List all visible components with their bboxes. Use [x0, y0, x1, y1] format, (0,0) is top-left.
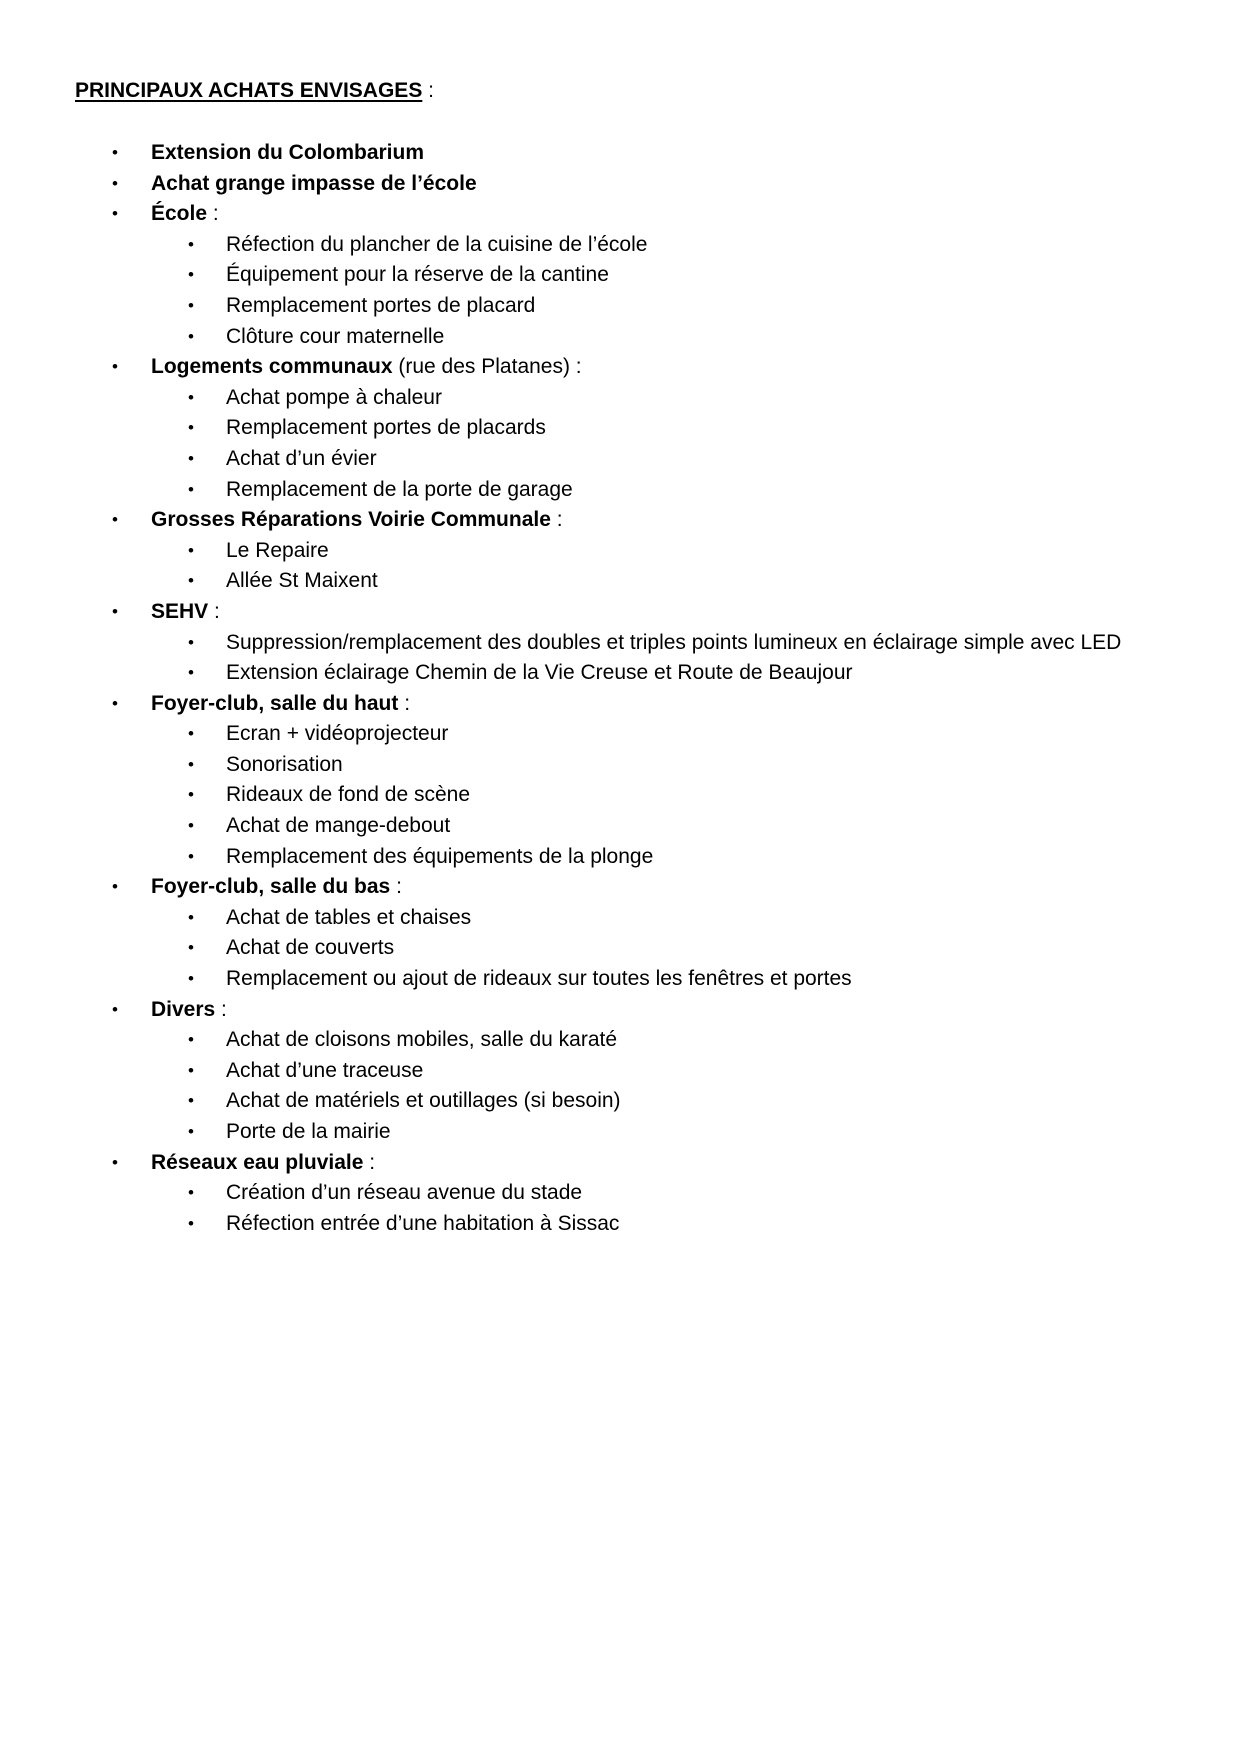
sub-item — [0, 719, 1176, 750]
bullet-icon: • — [188, 785, 194, 805]
bullet-icon: • — [112, 510, 118, 530]
sub-item — [0, 780, 1176, 811]
bullet-icon: • — [188, 326, 194, 346]
sub-item — [0, 536, 1176, 567]
section-suffix: : — [208, 599, 220, 623]
sub-item-text: Porte de la mairie — [226, 1120, 391, 1143]
bullet-icon: • — [112, 357, 118, 377]
sub-item — [0, 964, 1176, 995]
section-item — [0, 199, 1240, 230]
section-item — [0, 1148, 1240, 1179]
bullet-icon: • — [188, 1213, 194, 1233]
section-suffix: : — [207, 202, 219, 226]
section-item — [0, 505, 1240, 536]
section-suffix: (rue des Platanes) : — [392, 355, 582, 379]
sub-item — [0, 1025, 1176, 1056]
section-title: Grosses Réparations Voirie Communale — [151, 508, 551, 532]
heading-suffix: : — [422, 79, 434, 102]
sub-item — [0, 842, 1176, 873]
bullet-icon: • — [112, 877, 118, 897]
sub-item-text: Sonorisation — [226, 752, 343, 776]
bullet-icon: • — [112, 173, 118, 193]
sub-item — [0, 628, 1176, 659]
sub-item-text: Achat de couverts — [226, 936, 395, 960]
bullet-icon: • — [188, 295, 194, 315]
sub-item — [0, 658, 1176, 689]
bullet-icon: • — [188, 1122, 194, 1141]
bullet-icon: • — [112, 1152, 118, 1172]
sub-item — [0, 933, 1176, 964]
section-title: SEHV — [151, 599, 209, 623]
section-item — [0, 689, 1240, 720]
bullet-icon: • — [188, 1060, 194, 1080]
sub-item-text: Rideaux de fond de scène — [226, 783, 471, 807]
sub-item — [0, 750, 1176, 781]
section-item — [0, 995, 1240, 1026]
sub-item — [0, 260, 1176, 291]
section-title: Foyer-club, salle du bas — [151, 875, 391, 899]
sub-item-text: Ecran + vidéoprojecteur — [226, 722, 449, 746]
sub-item-text: Équipement pour la réserve de la cantine — [226, 263, 609, 287]
sub-item — [0, 811, 1176, 842]
page-heading — [75, 78, 434, 104]
sub-item-text: Achat de mange-debout — [226, 814, 451, 838]
sub-item-text: Achat d’une traceuse — [226, 1058, 424, 1082]
section-suffix: : — [215, 997, 227, 1021]
sub-item-text: Remplacement de la porte de garage — [226, 477, 573, 501]
sub-item-text: Allée St Maixent — [226, 569, 378, 593]
sub-item-text: Clôture cour maternelle — [226, 324, 445, 348]
sub-item — [0, 1178, 1176, 1209]
bullet-icon: • — [188, 969, 194, 989]
section-title: Foyer-club, salle du haut — [151, 691, 399, 715]
sub-item — [0, 475, 1176, 506]
bullet-icon: • — [188, 1183, 194, 1203]
sub-item — [0, 903, 1176, 934]
section-title: École — [151, 202, 208, 226]
section-item — [0, 138, 1240, 169]
section-suffix: : — [363, 1150, 376, 1174]
section-suffix: : — [398, 691, 411, 715]
bullet-icon: • — [188, 265, 194, 285]
sub-item — [0, 383, 1176, 414]
bullet-icon: • — [188, 938, 194, 958]
sub-item-text: Réfection entrée d’une habitation à Sissac — [226, 1211, 620, 1235]
sub-item-text: Remplacement portes de placards — [226, 416, 546, 440]
sub-item-text: Achat de matériels et outillages (si besoin) — [226, 1089, 621, 1113]
bullet-icon: • — [112, 143, 118, 162]
sub-item — [0, 1117, 1176, 1148]
purchase-list — [0, 138, 1240, 1239]
bullet-icon: • — [188, 1091, 194, 1111]
sub-item-text: Remplacement des équipements de la plonge — [226, 844, 654, 868]
section-title: Divers — [151, 997, 216, 1021]
bullet-icon: • — [188, 418, 194, 438]
sub-item-text: Le Repaire — [226, 538, 329, 562]
section-title: Logements communaux — [151, 355, 393, 379]
bullet-icon: • — [112, 693, 118, 713]
sub-item-text: Remplacement ou ajout de rideaux sur toutes les fenêtres et portes — [226, 967, 852, 991]
sub-item-text: Suppression/remplacement des doubles et triples points lumineux en éclairage simple avec LED — [226, 630, 1122, 654]
section-title: Achat grange impasse de l’école — [151, 171, 477, 195]
sub-item — [0, 566, 1176, 597]
bullet-icon: • — [112, 601, 118, 621]
sub-item — [0, 413, 1176, 444]
bullet-icon: • — [188, 571, 194, 591]
section-title: Extension du Colombarium — [151, 141, 425, 164]
section-item — [0, 169, 1240, 200]
bullet-icon: • — [188, 663, 194, 683]
sub-item-text: Achat pompe à chaleur — [226, 385, 442, 409]
sub-item — [0, 230, 1176, 261]
bullet-icon: • — [188, 448, 194, 468]
sub-item-text: Extension éclairage Chemin de la Vie Creuse et Route de Beaujour — [226, 661, 853, 685]
sub-item — [0, 322, 1176, 353]
sub-item-text: Achat de cloisons mobiles, salle du karaté — [226, 1028, 618, 1052]
section-suffix: : — [550, 508, 563, 532]
section-item — [0, 597, 1240, 628]
bullet-icon: • — [188, 479, 194, 499]
bullet-icon: • — [188, 907, 194, 927]
sub-item — [0, 1056, 1176, 1087]
sub-item — [0, 1086, 1176, 1117]
bullet-icon: • — [112, 999, 118, 1019]
bullet-icon: • — [188, 724, 194, 744]
section-suffix: : — [390, 875, 402, 899]
bullet-icon: • — [188, 846, 194, 866]
sub-item-text: Réfection du plancher de la cuisine de l’école — [226, 232, 648, 256]
bullet-icon: • — [188, 754, 194, 774]
sub-item-text: Création d’un réseau avenue du stade — [226, 1181, 583, 1205]
section-title: Réseaux eau pluviale — [151, 1150, 364, 1174]
sub-item-text: Remplacement portes de placard — [226, 293, 536, 317]
heading-title: PRINCIPAUX ACHATS ENVISAGES — [75, 79, 423, 102]
bullet-icon: • — [188, 632, 194, 652]
sub-item — [0, 1209, 1176, 1240]
sub-item — [0, 291, 1176, 322]
section-item — [0, 352, 1240, 383]
bullet-icon: • — [188, 816, 194, 836]
bullet-icon: • — [188, 540, 194, 560]
bullet-icon: • — [112, 204, 118, 224]
sub-item-text: Achat d’un évier — [226, 446, 377, 470]
bullet-icon: • — [188, 1030, 194, 1050]
sub-item-text: Achat de tables et chaises — [226, 905, 472, 929]
bullet-icon: • — [188, 234, 194, 254]
sub-item — [0, 444, 1176, 475]
section-item — [0, 872, 1240, 903]
bullet-icon: • — [188, 387, 194, 407]
